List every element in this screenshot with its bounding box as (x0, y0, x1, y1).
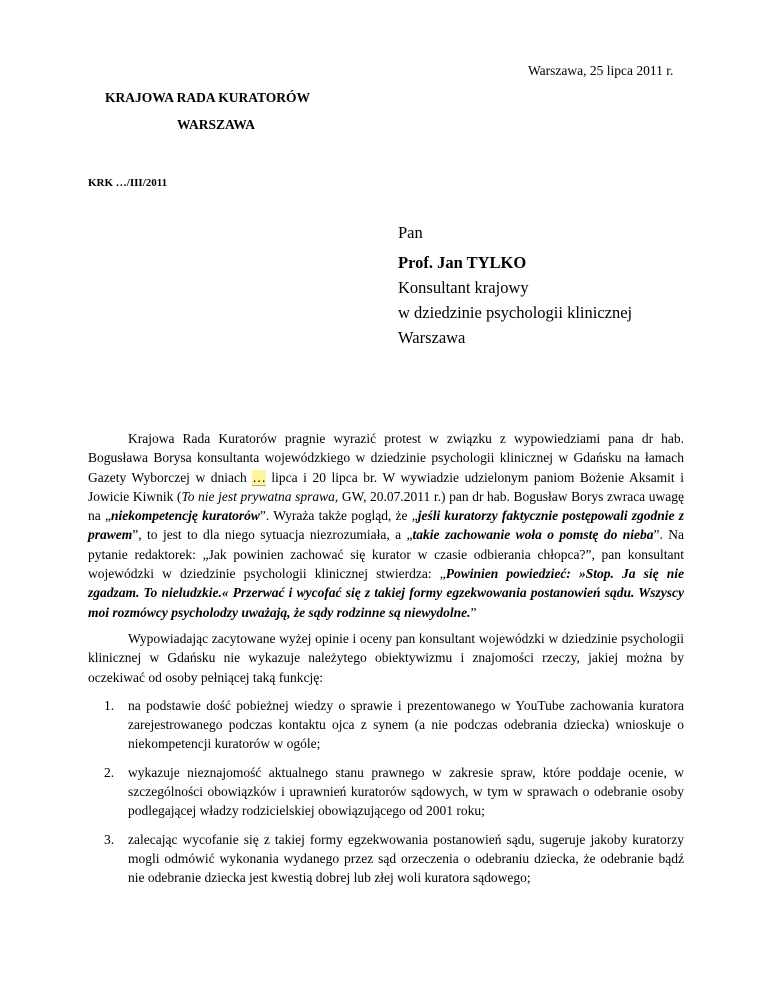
list-item (88, 763, 684, 821)
text-run: , GW, 20.07.2011 r.) pan dr hab. Bogusław Borys zwraca uwagę na „ (88, 488, 685, 524)
recipient-address (398, 220, 632, 350)
list-number: 3. (104, 831, 115, 847)
recipient-name: Prof. Jan TYLKO (398, 253, 527, 272)
paragraph-assessment: Wypowiadając zacytowane wyżej opinie i oceny pan konsultant wojewódzki w dziedzinie psychologii klinicznej w Gdańsku nie wykazuje należytego obiektywizmu i znajomości rzeczy, jakiej można by oczekiwać od osoby pełniącej taką funkcję: (88, 630, 684, 685)
text-run: lipca i 20 lipca br. W wywiadzie udzielonym paniom Bożenie Aksamit i Jowicie Kiwnik ( (88, 469, 684, 504)
list-item (88, 696, 684, 754)
text-run: ”, to jest to dla niego sytuacja niezrozumiała, a „ (132, 527, 413, 543)
article-title: To nie jest prywatna sprawa (181, 488, 335, 504)
objections-list (88, 696, 684, 888)
letter-body (88, 429, 684, 897)
recipient-city: Warszawa (398, 328, 466, 347)
letter-date: Warszawa, 25 lipca 2011 r. (528, 63, 674, 78)
text-run: ”. Na pytanie redaktorek: „Jak powinien zachować się kurator w czasie odbierania chłopca?”, pan konsultant wojewódzki w dziedzinie psychologii klinicznej stwierdza: „ (88, 527, 684, 582)
list-text: na podstawie dość pobieżnej wiedzy o sprawie i prezentowanego w YouTube zachowania kuratora zarejestrowanego podczas kontaktu ojca z synem (a nie podczas odebrania dziecka) wnioskuje o niekompetencji kuratorów w ogóle; (128, 697, 684, 752)
list-text: zalecając wycofanie się z takiej formy egzekwowania postanowień sądu, sugeruje jakoby kuratorzy mogli odmówić wykonania wydanego przez sąd orzeczenia o odebraniu dziecka, że odebranie bądź nie odebranie dziecka jest kwestią dobrej lub złej woli kuratora sądowego; (128, 831, 684, 886)
recipient-field: w dziedzinie psychologii klinicznej (398, 303, 633, 322)
organization-city: WARSZAWA (177, 117, 256, 132)
quote-incompetence: niekompetencję kuratorów (110, 508, 260, 524)
paragraph-protest (88, 429, 684, 622)
list-number: 1. (104, 697, 115, 713)
reference-number: KRK …/III/2011 (88, 177, 168, 189)
recipient-salutation: Pan (398, 223, 423, 242)
text-run: ” (470, 604, 477, 620)
organization-name: KRAJOWA RADA KURATORÓW (105, 90, 311, 105)
list-text: wykazuje nieznajomość aktualnego stanu prawnego w zakresie spraw, które poddaje ocenie, w szczególności obowiązków i uprawnień kuratorów sądowych, w tym w sprawach o odebranie osoby podlegającej władzy rodzicielskiej obowiązującego od 2001 roku; (128, 764, 684, 819)
list-number: 2. (104, 764, 115, 780)
text-run: ”. Wyraża także pogląd, że „ (259, 508, 418, 524)
quote-stop: Powinien powiedzieć: »Stop. Ja się nie zgadzam. To nieludzkie.« Przerwać i wycofać się z takiej formy egzekwowania postanowień sądu. Wszyscy moi rozmówcy psycholodzy uważają, że sądy rodzinne są niewydolne. (88, 566, 684, 620)
highlighted-placeholder: … (252, 469, 266, 485)
quote-law: jeśli kuratorzy faktycznie postępowali zgodnie z prawem (88, 508, 684, 543)
quote-vengeance: takie zachowanie woła o pomstę do nieba (412, 527, 654, 543)
list-item (88, 830, 684, 888)
text-run: Krajowa Rada Kuratorów pragnie wyrazić protest w związku z wypowiedziami pana dr hab. Bogusława Borysa konsultanta wojewódzkiego w dziedzinie psychologii klinicznej w Gdańsku na łamach Gazety Wyborczej w dniach (88, 431, 684, 485)
recipient-title: Konsultant krajowy (398, 278, 529, 297)
